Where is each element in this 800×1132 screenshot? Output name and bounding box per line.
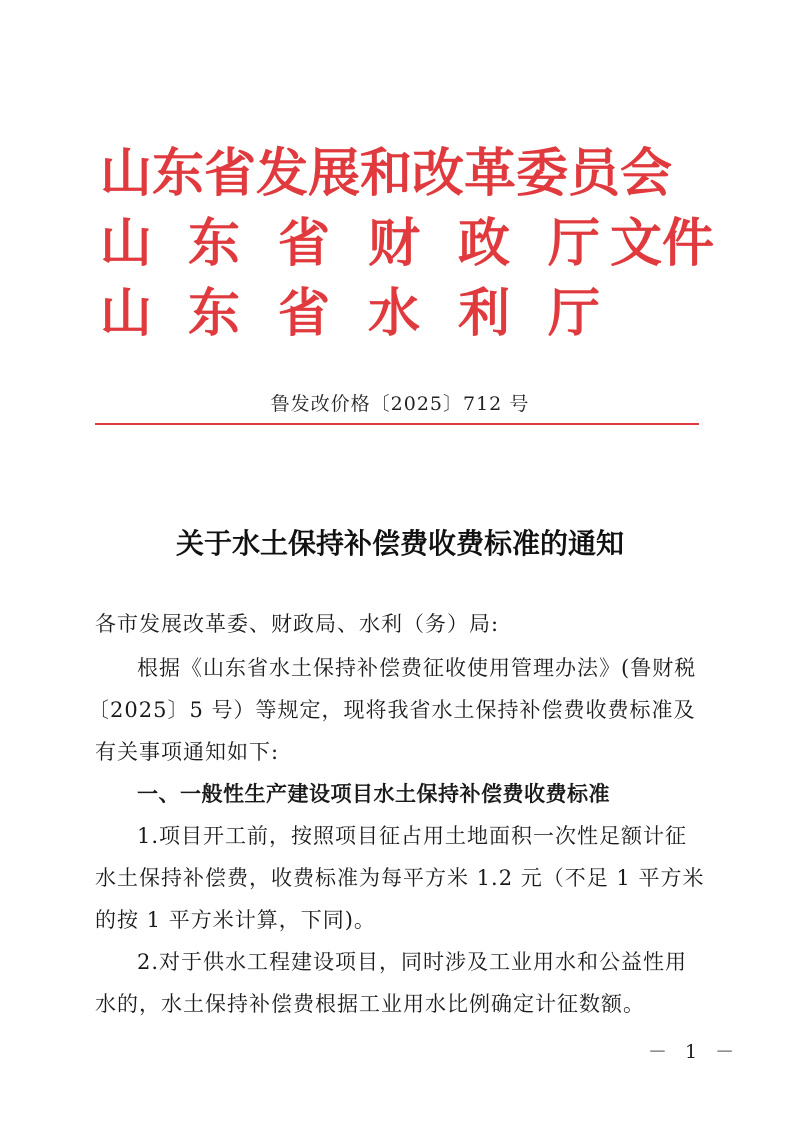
header-char: 山 xyxy=(100,213,153,274)
header-char: 省 xyxy=(278,283,331,344)
header-char: 厅 xyxy=(548,213,601,274)
header-char: 省 xyxy=(278,213,331,274)
document-number: 鲁发改价格〔2025〕712 号 xyxy=(270,393,530,415)
header-char: 利 xyxy=(458,283,511,344)
document-title: 关于水土保持补偿费收费标准的通知 xyxy=(175,527,624,560)
header-char: 厅 xyxy=(548,283,601,344)
header-char: 山 xyxy=(100,283,153,344)
header-char: 文件 xyxy=(610,213,715,274)
item-1-line: 1.项目开工前，按照项目征占用土地面积一次性足额计征 xyxy=(137,824,688,848)
header-char: 东 xyxy=(188,283,241,344)
salutation: 各市发展改革委、财政局、水利（务）局: xyxy=(95,612,500,636)
item-2-line: 水的，水土保持补偿费根据工业用水比例确定计征数额。 xyxy=(95,992,645,1016)
header-char: 财 xyxy=(368,213,421,274)
issuing-org-ndrc: 山东省发展和改革委员会 xyxy=(100,143,673,204)
red-divider-rule xyxy=(95,423,699,425)
item-1-line: 水土保持补偿费，收费标准为每平方米 1.2 元（不足 1 平方米 xyxy=(95,866,705,890)
paragraph-line: 有关事项通知如下: xyxy=(95,740,280,764)
item-2-line: 2.对于供水工程建设项目，同时涉及工业用水和公益性用 xyxy=(137,950,688,974)
page-number: － 1 － xyxy=(648,1041,741,1063)
paragraph-line: 根据《山东省水土保持补偿费征收使用管理办法》(鲁财税 xyxy=(137,656,697,680)
header-char: 东 xyxy=(188,213,241,274)
item-1-line: 的按 1 平方米计算，下同)。 xyxy=(95,908,376,932)
section-heading: 一、一般性生产建设项目水土保持补偿费收费标准 xyxy=(137,782,610,806)
paragraph-line: 〔2025〕5 号）等规定，现将我省水土保持补偿费收费标准及 xyxy=(88,698,696,722)
header-char: 水 xyxy=(368,283,421,344)
header-char: 政 xyxy=(458,213,511,274)
